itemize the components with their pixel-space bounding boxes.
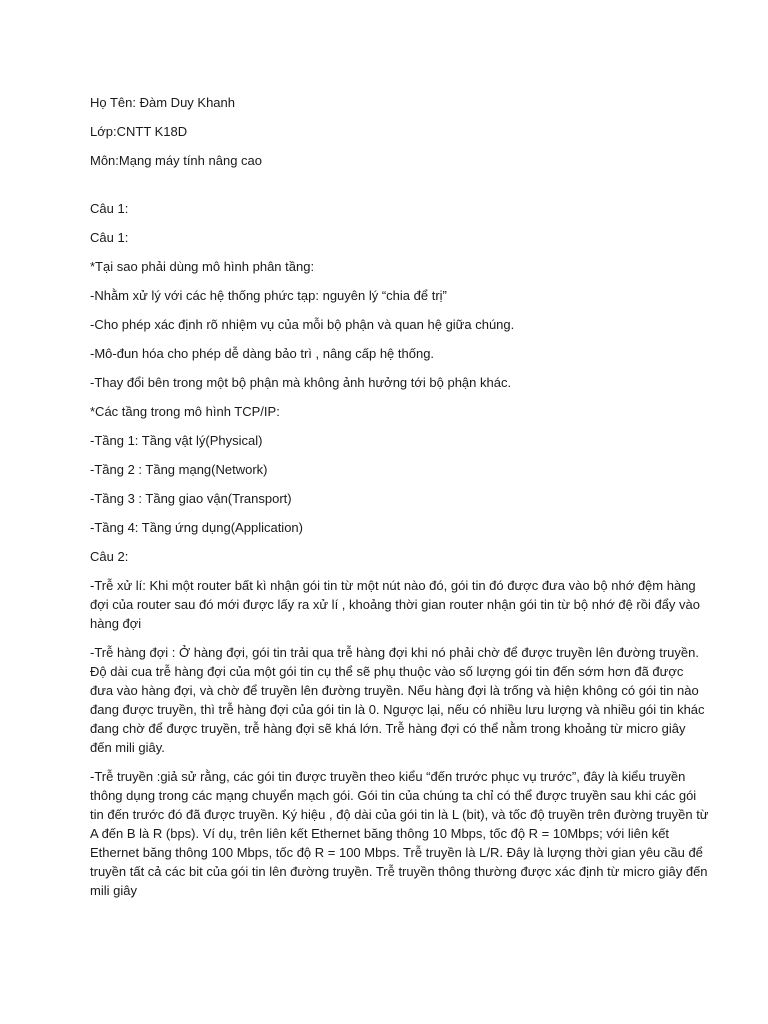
subject-line: Môn:Mạng máy tính nâng cao: [90, 153, 262, 168]
paragraph: -Nhằm xử lý với các hệ thống phức tạp: nguyên lý “chia để trị”: [90, 288, 447, 303]
paragraph: -Tầng 2 : Tầng mạng(Network): [90, 462, 268, 477]
paragraph: -Mô-đun hóa cho phép dễ dàng bảo trì , nâng cấp hệ thống.: [90, 346, 435, 361]
paragraph: -Tầng 4: Tầng ứng dụng(Application): [90, 520, 303, 535]
paragraph: -Trễ hàng đợi : Ở hàng đợi, gói tin trải qua trễ hàng đợi khi nó phải chờ để được truyền lên đường truyền. Độ dài cua trễ hàng đợi của một gói tin cụ thể sẽ phụ thuộc vào số lượng gói tin đến sớm hơn đã được đưa vào hàng đợi, và chờ để truyền lên đường truyền. Nếu hàng đợi là trống và hiện không có gói tin nào đang được truyền, thì trễ hàng đợi của gói tin là 0. Ngược lại, nếu có nhiều lưu lượng và nhiều gói tin khác đang chờ để được truyền, trễ hàng đợi sẽ khá lớn. Trễ hàng đợi có thể nằm trong khoảng từ micro giây đến mili giây.: [90, 645, 705, 755]
student-name: Họ Tên: Đàm Duy Khanh: [90, 95, 235, 110]
paragraph: -Thay đổi bên trong một bộ phận mà không ảnh hưởng tới bộ phận khác.: [90, 375, 512, 390]
document-content: [90, 93, 710, 910]
paragraph: -Tầng 1: Tầng vật lý(Physical): [90, 433, 263, 448]
paragraph: -Cho phép xác định rõ nhiệm vụ của mỗi bộ phận và quan hệ giữa chúng.: [90, 317, 515, 332]
student-class: Lớp:CNTT K18D: [90, 124, 188, 139]
blank-line: [90, 180, 710, 199]
question-2-heading: Câu 2:: [90, 549, 129, 564]
paragraph: -Tầng 3 : Tầng giao vận(Transport): [90, 491, 292, 506]
paragraph: *Tại sao phải dùng mô hình phân tầng:: [90, 259, 315, 274]
question-1-heading: Câu 1:: [90, 201, 129, 216]
paragraph: -Trễ truyền :giả sử rằng, các gói tin được truyền theo kiểu “đến trước phục vụ trước”, đây là kiểu truyền thông dụng trong các mạng chuyển mạch gói. Gói tin của chúng ta chỉ có thể được truyền sau khi các gói tin đến trước đó đã được truyền. Ký hiệu , độ dài của gói tin là L (bit), và tốc độ truyền trên đường truyền từ A đến B là R (bps). Ví dụ, trên liên kết Ethernet băng thông 10 Mbps, tốc độ R = 10Mbps; với liên kết Ethernet băng thông 100 Mbps, tốc độ R = 100 Mbps. Trễ truyền là L/R. Đây là lượng thời gian yêu cầu để truyền tất cả các bit của gói tin lên đường truyền. Trễ truyền thông thường được xác định từ micro giây đến mili giây: [90, 769, 709, 898]
paragraph: *Các tầng trong mô hình TCP/IP:: [90, 404, 280, 419]
question-1-heading-repeat: Câu 1:: [90, 230, 129, 245]
paragraph: -Trễ xử lí: Khi một router bất kì nhận gói tin từ một nút nào đó, gói tin đó được đưa vào bộ nhớ đệm hàng đợi của router sau đó mới được lấy ra xử lí , khoảng thời gian router nhận gói tin từ bộ nhớ đệ rồi đẩy vào hàng đợi: [90, 578, 700, 631]
